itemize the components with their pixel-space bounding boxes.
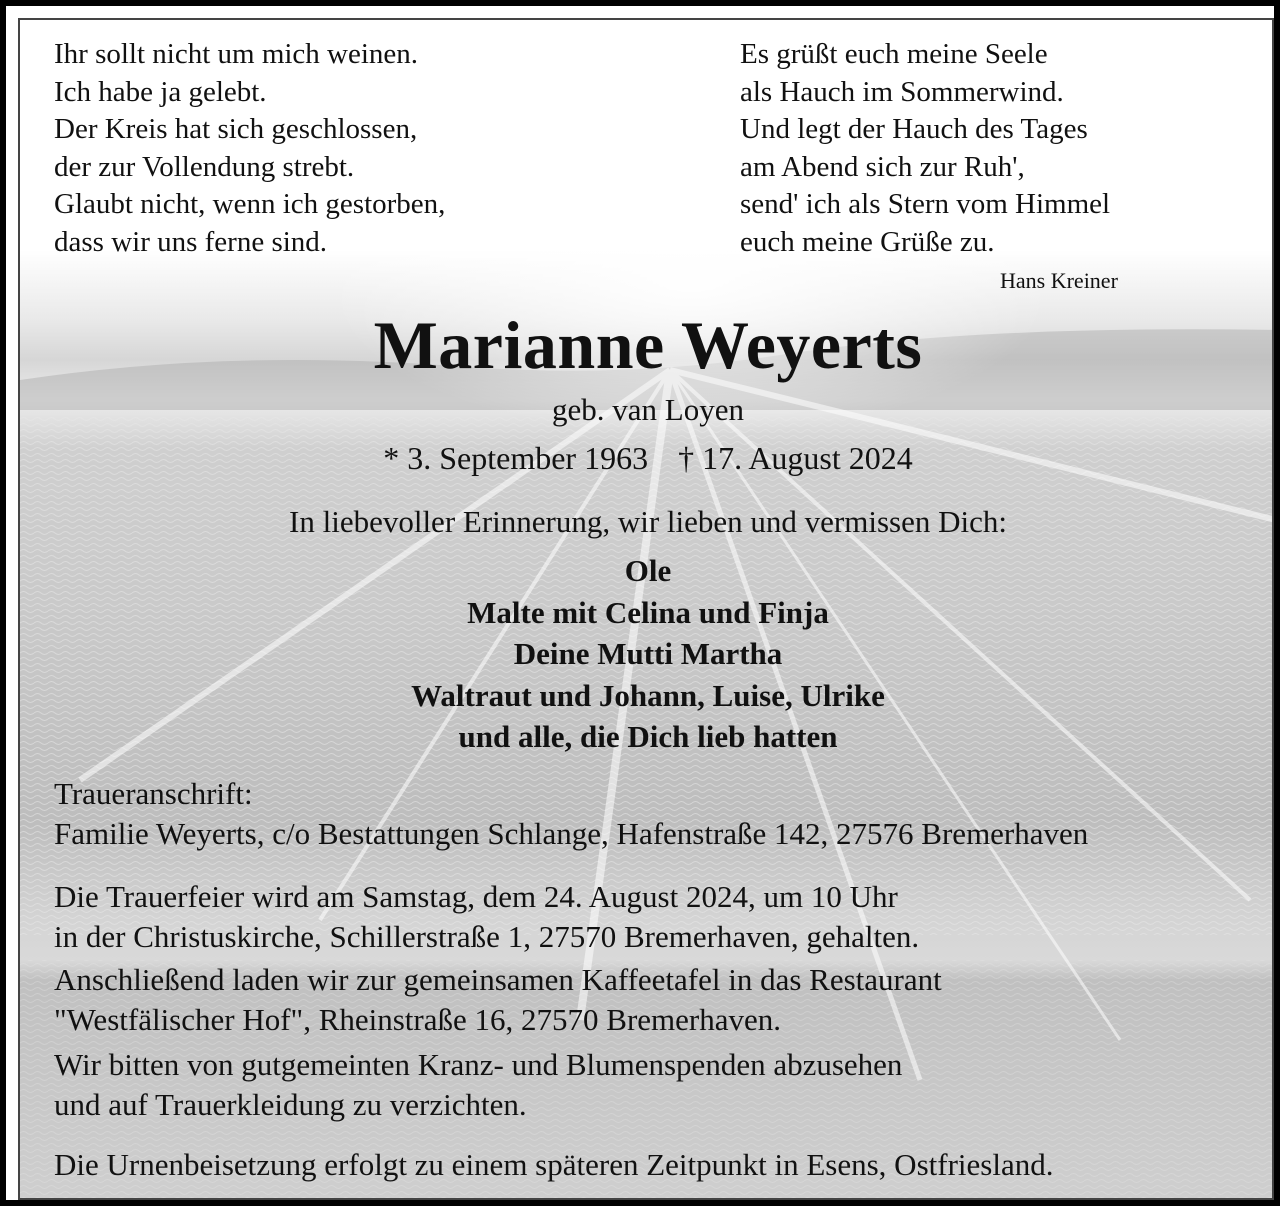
poem-line: dass wir uns ferne sind. <box>54 225 328 258</box>
poem-line: als Hauch im Sommerwind. <box>740 75 1064 108</box>
family-member: und alle, die Dich lieb hatten <box>458 719 838 754</box>
poem-line: Und legt der Hauch des Tages <box>740 113 1088 145</box>
memory-line: In liebevoller Erinnerung, wir lieben und vermissen Dich: <box>289 504 1007 539</box>
notice-panel <box>18 18 1274 1200</box>
poem-author: Hans Kreiner <box>1000 268 1118 293</box>
poem-right-column <box>740 36 1110 261</box>
life-dates <box>20 440 1274 477</box>
poem-line: der zur Vollendung strebt. <box>54 150 355 183</box>
urn-info: Die Urnenbeisetzung erfolgt zu einem späteren Zeitpunkt in Esens, Ostfriesland. <box>54 1147 1054 1182</box>
request-info <box>54 1045 902 1125</box>
request-line: Wir bitten von gutgemeinten Kranz- und Blumenspenden abzusehen <box>54 1047 903 1082</box>
poem-line: Ich habe ja gelebt. <box>54 75 267 108</box>
birth-date: * 3. September 1963 <box>383 440 649 476</box>
funeral-line: in der Christuskirche, Schillerstraße 1, 27570 Bremerhaven, gehalten. <box>54 919 920 954</box>
poem-line: Der Kreis hat sich geschlossen, <box>54 113 418 145</box>
poem-line: Glaubt nicht, wenn ich gestorben, <box>54 188 446 220</box>
poem-line: Ihr sollt nicht um mich weinen. <box>54 38 419 70</box>
poem-line: Es grüßt euch meine Seele <box>740 38 1048 70</box>
family-member: Waltraut und Johann, Luise, Ulrike <box>411 677 885 713</box>
mourning-address <box>54 774 1088 854</box>
poem-left-column <box>54 36 445 261</box>
family-member: Ole <box>624 553 672 588</box>
coffee-line: Anschließend laden wir zur gemeinsamen Kaffeetafel in das Restaurant <box>54 962 942 997</box>
coffee-line: "Westfälischer Hof", Rheinstraße 16, 27570 Bremerhaven. <box>54 1002 781 1037</box>
funeral-info <box>54 877 919 957</box>
family-member: Malte mit Celina und Finja <box>467 594 829 630</box>
deceased-name: Marianne Weyerts <box>373 307 923 383</box>
address-value: Familie Weyerts, c/o Bestattungen Schlange, Hafenstraße 142, 27576 Bremerhaven <box>54 816 1089 851</box>
request-line: und auf Trauerkleidung zu verzichten. <box>54 1087 527 1122</box>
address-label: Traueranschrift: <box>54 776 253 811</box>
poem-line: send' ich als Stern vom Himmel <box>740 188 1111 220</box>
family-list <box>20 550 1274 758</box>
poem-line: am Abend sich zur Ruh', <box>740 150 1025 183</box>
born-name: geb. van Loyen <box>552 392 744 427</box>
death-date: † 17. August 2024 <box>678 440 913 476</box>
family-member: Deine Mutti Martha <box>513 636 783 671</box>
poem-line: euch meine Grüße zu. <box>740 225 995 258</box>
funeral-line: Die Trauerfeier wird am Samstag, dem 24. August 2024, um 10 Uhr <box>54 879 898 914</box>
coffee-info <box>54 960 942 1040</box>
